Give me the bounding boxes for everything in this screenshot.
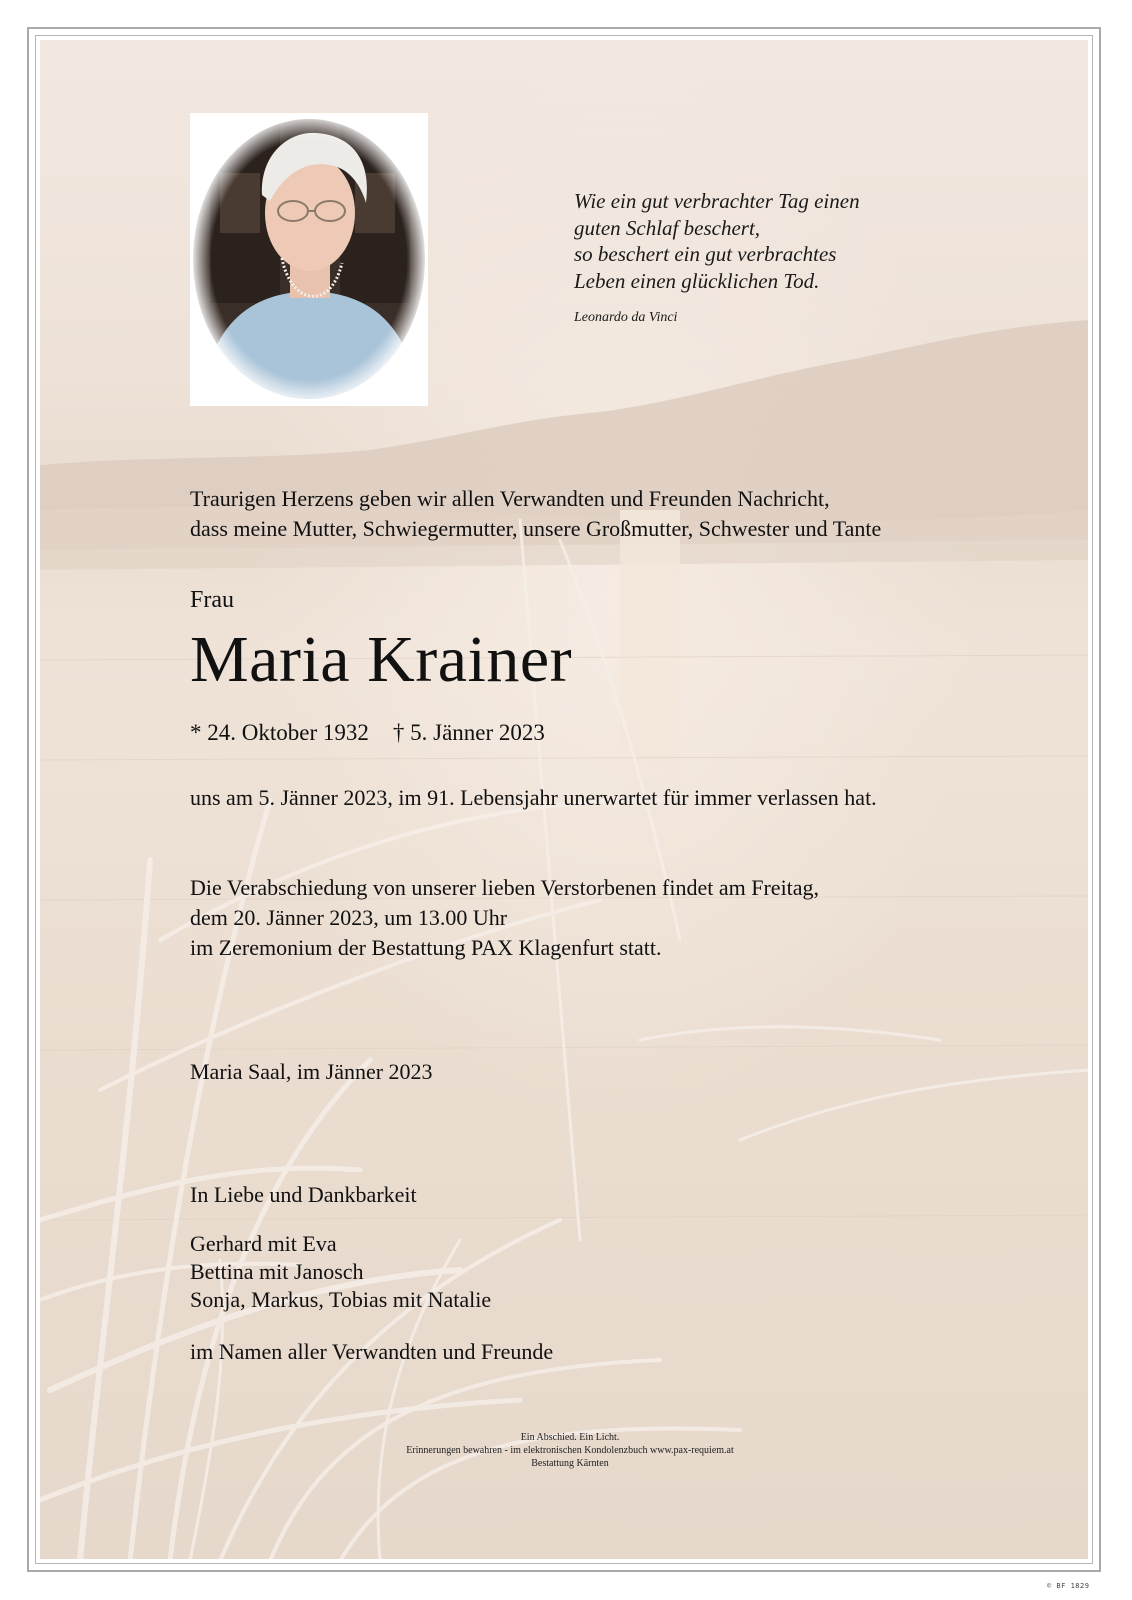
- intro-line: dass meine Mutter, Schwiegermutter, unsere Großmutter, Schwester und Tante: [190, 516, 882, 541]
- footer-line: Bestattung Kärnten: [531, 1458, 609, 1469]
- ceremony-line: dem 20. Jänner 2023, um 13.00 Uhr: [190, 905, 508, 930]
- ceremony-line: im Zeremonium der Bestattung PAX Klagenfurt statt.: [190, 935, 662, 960]
- quote-text: [574, 188, 994, 294]
- ceremony-line: Die Verabschiedung von unserer lieben Verstorbenen findet am Freitag,: [190, 875, 820, 900]
- intro-paragraph: [190, 484, 881, 544]
- family-note: im Namen aller Verwandten und Freunde: [190, 1339, 554, 1364]
- birth-date: * 24. Oktober 1932: [190, 720, 369, 745]
- family-list: [190, 1230, 491, 1314]
- footer: [290, 1431, 850, 1470]
- ceremony-paragraph: [190, 873, 819, 963]
- portrait-image: [190, 113, 428, 406]
- corner-mark: © BF 1829: [1047, 1582, 1090, 1590]
- honorific: Frau: [190, 587, 234, 613]
- footer-line: Erinnerungen bewahren - im elektronischen Kondolenzbuch www.pax-requiem.at: [406, 1445, 734, 1456]
- quote-line: guten Schlaf beschert,: [574, 215, 761, 240]
- intro-line: Traurigen Herzens geben wir allen Verwandten und Freunden Nachricht,: [190, 486, 830, 511]
- portrait-photo: [190, 113, 428, 406]
- family-member: Sonja, Markus, Tobias mit Natalie: [190, 1287, 492, 1312]
- closing-line: In Liebe und Dankbarkeit: [190, 1182, 417, 1207]
- quote-author: Leonardo da Vinci: [574, 310, 678, 325]
- family-member: Gerhard mit Eva: [190, 1231, 337, 1256]
- passing-text: uns am 5. Jänner 2023, im 91. Lebensjahr unerwartet für immer verlassen hat.: [190, 785, 877, 810]
- quote-line: Wie ein gut verbrachter Tag einen: [574, 189, 860, 213]
- quote-line: so beschert ein gut verbrachtes: [574, 242, 837, 266]
- family-member: Bettina mit Janosch: [190, 1259, 364, 1284]
- footer-line: Ein Abschied. Ein Licht.: [520, 1432, 620, 1443]
- deceased-name: Maria Krainer: [190, 623, 573, 696]
- life-dates: [190, 718, 545, 748]
- place-date: Maria Saal, im Jänner 2023: [190, 1059, 433, 1084]
- quote-line: Leben einen glücklichen Tod.: [574, 268, 820, 293]
- death-date: † 5. Jänner 2023: [392, 720, 545, 745]
